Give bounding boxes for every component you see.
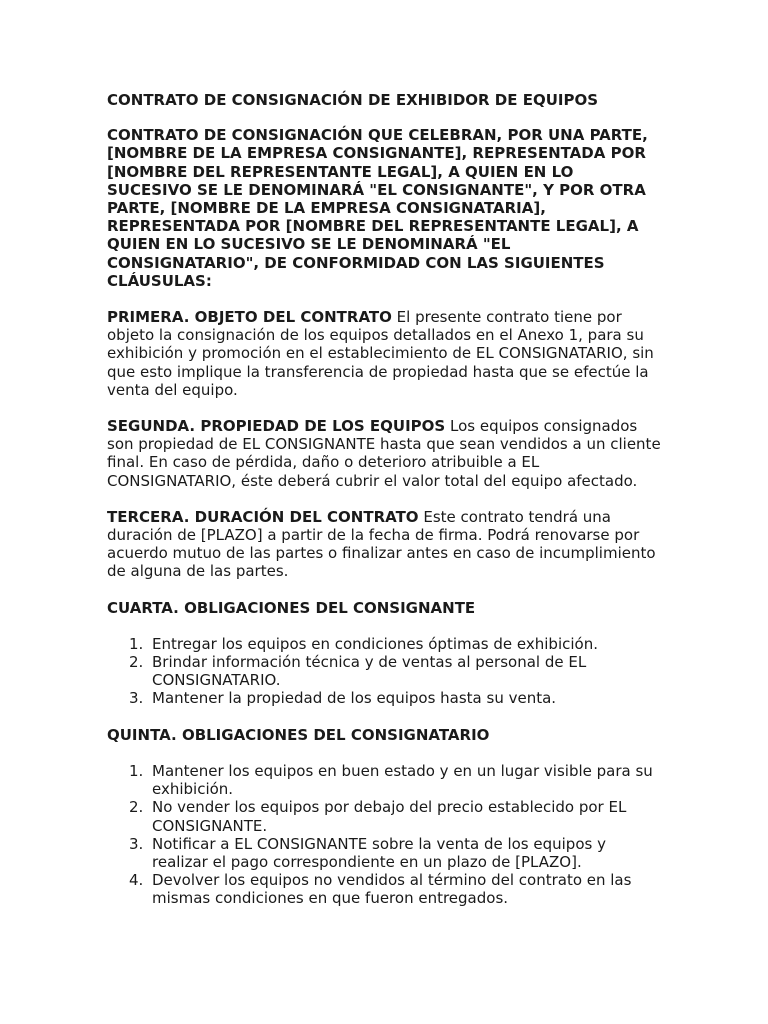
clause-segunda: [107, 417, 663, 490]
clause-quinta-heading: QUINTA. OBLIGACIONES DEL CONSIGNATARIO: [107, 725, 490, 744]
document-page: [107, 91, 663, 908]
list-number: 3.: [129, 689, 144, 708]
clause-tercera: [107, 508, 663, 581]
list-item-text: Entregar los equipos en condiciones óptimas de exhibición.: [152, 634, 598, 653]
clause-text: Los equipos consignados son propiedad de EL CONSIGNANTE hasta que sean vendidos a un cliente final. En caso de pérdida, daño o deterioro atribuible a EL CONSIGNATARIO, éste deberá cubrir el valor total del equipo afectado.: [107, 417, 661, 490]
list-item-text: No vender los equipos por debajo del precio establecido por EL CONSIGNANTE.: [152, 798, 627, 835]
consignatario-obligations-list: [107, 762, 663, 908]
list-number: 1.: [129, 761, 144, 780]
list-number: 4.: [129, 871, 144, 890]
list-item-text: Mantener los equipos en buen estado y en un lugar visible para su exhibición.: [152, 761, 653, 799]
list-item: [107, 635, 663, 653]
list-item: [107, 871, 663, 907]
list-item-text: Devolver los equipos no vendidos al término del contrato en las mismas condiciones en que fueron entregados.: [152, 871, 632, 908]
clause-text: Este contrato tendrá una duración de [PLAZO] a partir de la fecha de firma. Podrá renovarse por acuerdo mutuo de las partes o finalizar antes en caso de incumplimiento de alguna de las partes.: [107, 507, 656, 581]
list-number: 1.: [129, 634, 144, 653]
clause-primera: [107, 308, 663, 399]
list-item: [107, 762, 663, 798]
list-item: [107, 653, 663, 689]
list-number: 2.: [129, 798, 144, 817]
document-title: CONTRATO DE CONSIGNACIÓN DE EXHIBIDOR DE EQUIPOS: [107, 91, 599, 109]
clause-cuarta-heading: CUARTA. OBLIGACIONES DEL CONSIGNANTE: [107, 598, 476, 617]
contract-intro: CONTRATO DE CONSIGNACIÓN QUE CELEBRAN, POR UNA PARTE, [NOMBRE DE LA EMPRESA CONSIGNANTE], REPRESENTADA POR [NOMBRE DEL REPRESENTANTE LEGAL], A QUIEN EN LO SUCESIVO SE LE DENOMINARÁ "EL CONSIGNANTE", Y POR OTRA PARTE, [NOMBRE DE LA EMPRESA CONSIGNATARIA], REPRESENTADA POR [NOMBRE DEL REPRESENTANTE LEGAL], A QUIEN EN LO SUCESIVO SE LE DENOMINARÁ "EL CONSIGNATARIO", DE CONFORMIDAD CON LAS SIGUIENTES CLÁUSULAS:: [107, 126, 648, 290]
list-item-text: Notificar a EL CONSIGNANTE sobre la venta de los equipos y realizar el pago correspondiente en un plazo de [PLAZO].: [152, 834, 606, 871]
list-item: [107, 689, 663, 707]
list-item: [107, 835, 663, 871]
clause-text: El presente contrato tiene por objeto la consignación de los equipos detallados en el Anexo 1, para su exhibición y promoción en el establecimiento de EL CONSIGNATARIO, sin que esto implique la transferencia de propiedad hasta que se efectúe la venta del equipo.: [107, 308, 654, 399]
consignante-obligations-list: [107, 635, 663, 708]
list-number: 2.: [129, 653, 144, 672]
clause-heading: SEGUNDA. PROPIEDAD DE LOS EQUIPOS: [107, 417, 446, 436]
clause-heading: TERCERA. DURACIÓN DEL CONTRATO: [107, 507, 419, 526]
list-item-text: Brindar información técnica y de ventas al personal de EL CONSIGNATARIO.: [152, 653, 587, 690]
list-item-text: Mantener la propiedad de los equipos hasta su venta.: [152, 689, 557, 708]
clause-heading: PRIMERA. OBJETO DEL CONTRATO: [107, 308, 392, 327]
list-number: 3.: [129, 834, 144, 853]
list-item: [107, 798, 663, 834]
